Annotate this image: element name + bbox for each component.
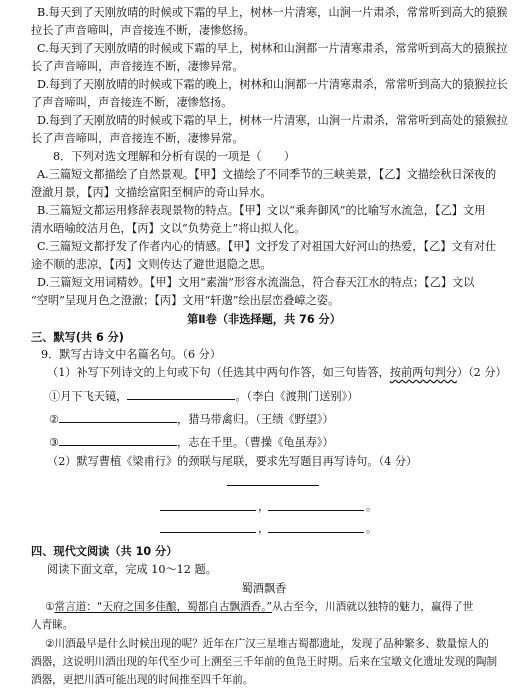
q9-item-1: ①月下飞天镜， 。（李白《渡荆门送别》） <box>49 387 497 405</box>
article-paragraph-2-line1: ②川酒最早是什么时候出现的呢？近年在广汉三星堆古蜀都遗址，发现了品种繁多、数量惊人的 <box>45 638 489 650</box>
answer-line-1b[interactable] <box>268 510 364 511</box>
q7-option-d2-line1: D.每到了天刚放晴的时候或下霜的早上，树林一片清寒，山涧一片肃杀，常常听到高处的猿猴拉 <box>37 114 508 127</box>
q9-rule-emphasis: 按前两句判分 <box>389 366 457 379</box>
q7-option-c-line2: 长了声音啼叫，声音接连不断，凄惨异常。 <box>31 60 244 73</box>
article-paragraph-2-line2: 酒器，这说明川酒出现的年代至少可上溯至三千年前的鱼凫王时期。后来在宝墩文化遗址发现的陶制 <box>31 656 498 668</box>
q9-stem: 9．默写古诗文中名篇名句。（6 分） <box>41 348 222 361</box>
period-2: 。 <box>366 522 378 535</box>
answer-line-2b[interactable] <box>268 532 364 533</box>
q9-part2-stem: （2）默写曹植《梁甫行》的颈联与尾联，要求先写题目再写诗句。（4 分） <box>47 455 418 468</box>
part2-title: 第Ⅱ卷（非选择题，共 76 分） <box>187 313 341 326</box>
q8-option-a-line1: A.三篇短文都描绘了自然景观。【甲】文描绘了不同季节的三峡美景，【乙】文描绘秋日深夜的 <box>37 168 497 181</box>
underlined-quote: 常言道：“天府之国多佳酿，蜀都自古飘酒香。” <box>54 601 273 613</box>
q9-part1-stem: （1）补写下列诗文的上句或下句（任选其中两句作答，如三句皆答，按前两句判分）（2 分） <box>47 366 507 379</box>
section4-title: 四、现代文阅读（共 10 分） <box>31 545 178 558</box>
section3-title: 三、默写(共 6 分) <box>31 331 124 344</box>
title-answer-line[interactable] <box>227 485 319 486</box>
q8-option-a-line2: 澄澈月景，【丙】文描绘富阳至桐庐的奇山异水。 <box>31 186 272 199</box>
answer-blank-3[interactable] <box>59 433 177 446</box>
q7-option-b-line2: 拉长了声音啼叫，声音接连不断，凄惨悠扬。 <box>31 24 255 37</box>
q8-option-c-line1: C.三篇短文都抒发了作者内心的情感。【甲】文抒发了对祖国大好河山的热爱，【乙】文有对仕 <box>37 240 497 253</box>
q7-option-b-line1: B.每天到了天刚放晴的时候或下霜的早上，树林一片清寒，山涧一片肃杀，常常听到高大的猿猴 <box>37 6 508 19</box>
q7-option-d2-line2: 长了声音啼叫，声音接连不断，凄惨异常。 <box>31 132 244 145</box>
article-title: 蜀酒飘香 <box>241 582 287 595</box>
q8-option-d-line2: “空明”呈现月色之澄澈；【丙】文用“轩邈”绘出层峦叠嶂之姿。 <box>31 294 340 307</box>
comma-2: ， <box>258 522 270 535</box>
q7-option-d-line2: 了声音啼叫，声音接连不断，凄惨悠扬。 <box>31 96 233 109</box>
article-paragraph-2-line3: 酒器，更把川酒可能出现的时间推至四千年前。 <box>31 674 254 686</box>
q7-option-d-line1: D.每到了天刚放晴的时候或下霜的晚上，树林和山涧都一片清寒肃杀，常常听到高大的猿猴拉长 <box>37 78 508 91</box>
article-paragraph-1: ①常言道：“天府之国多佳酿，蜀都自古飘酒香。”从古至今，川酒就以独特的魅力，赢得了世 <box>45 601 474 613</box>
q8-option-c-line2: 途不顺的悲凉，【丙】文则传达了避世退隐之思。 <box>31 258 272 271</box>
period-1: 。 <box>366 500 378 513</box>
poem-answer-row-2 <box>0 520 513 538</box>
q8-option-d-line1: D.三篇短文用词精妙。【甲】文用“素湍”形容水流湍急，符合春天江水的特点；【乙】文以 <box>37 276 475 289</box>
answer-blank-1[interactable] <box>127 387 235 400</box>
q7-option-c-line1: C.每天到了天刚放晴的时候或下霜的早上，树林和山涧都一片清寒肃杀，常常听到高大的猿猴拉 <box>37 42 508 55</box>
answer-line-1a[interactable] <box>160 510 256 511</box>
q8-option-b-line2: 清水晤喻皎洁月色，【丙】文以“负势竞上”将山拟人化。 <box>31 222 306 235</box>
section4-intro: 阅读下面文章，完成 10～12 题。 <box>47 563 217 576</box>
q9-item-2: ② ，猎马带禽归。（王绩《野望》） <box>49 410 497 428</box>
q8-option-b-line1: B.三篇短文都运用修辞表现景物的特点。【甲】文以“乘奔御风”的比喻写水流急，【乙】文用 <box>37 204 486 217</box>
answer-line-2a[interactable] <box>160 532 256 533</box>
comma-1: ， <box>258 500 270 513</box>
q8-stem: 8．下列对选文理解和分析有误的一项是（ ） <box>53 150 296 163</box>
article-paragraph-1-line2: 人青睐。 <box>31 619 74 631</box>
answer-blank-2[interactable] <box>59 410 177 423</box>
q9-item-3: ③ ，志在千里。（曹操《龟虽寿》） <box>49 433 497 451</box>
poem-answer-row-1 <box>0 498 513 516</box>
